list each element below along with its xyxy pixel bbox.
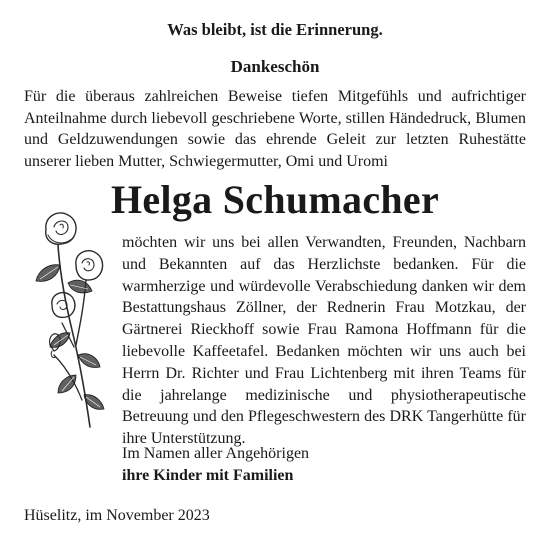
signoff-line1: Im Namen aller Angehörigen: [122, 445, 310, 462]
motto: Was bleibt, ist die Erinnerung.: [167, 20, 383, 39]
signoff: [122, 443, 526, 487]
deceased-name: Helga Schumacher: [110, 177, 440, 222]
signoff-line2: ihre Kinder mit Familien: [122, 466, 294, 484]
intro-paragraph: Für die überaus zahlreichen Beweise tiefen Mitgefühls und aufrichtiger Anteilnahme durch liebevoll geschriebene Worte, stillen Händedruck, Blumen und Geldzuwendungen sowie das ehrende Geleit zur letzten Ruhestätte unserer lieben Mutter, Schwiegermutter, Omi und Uromi: [24, 88, 526, 170]
roses-drawing-icon: [24, 205, 114, 430]
heading: Dankeschön: [230, 57, 320, 76]
place-and-date: Hüselitz, im November 2023: [24, 507, 210, 524]
thank-you-body: möchten wir uns bei allen Verwandten, Freunden, Nachbarn und Bekannten auf das Herzlichste bedanken. Für die warmherzige und würdevolle Verabschiedung danken wir dem Bestattungshaus Zöllner, der Rednerin Frau Motzkau, der Gärtnerei Rieckhoff sowie Frau Ramona Hoffmann für die liebevolle Kaffeetafel. Bedanken möchten wir uns auch bei Herrn Dr. Richter und Frau Lichtenberg mit ihren Teams für die jahrelange medizinische und physiotherapeutische Betreuung und den Pflegeschwestern des DRK Tangerhütte für ihre Unterstützung.: [122, 234, 526, 448]
